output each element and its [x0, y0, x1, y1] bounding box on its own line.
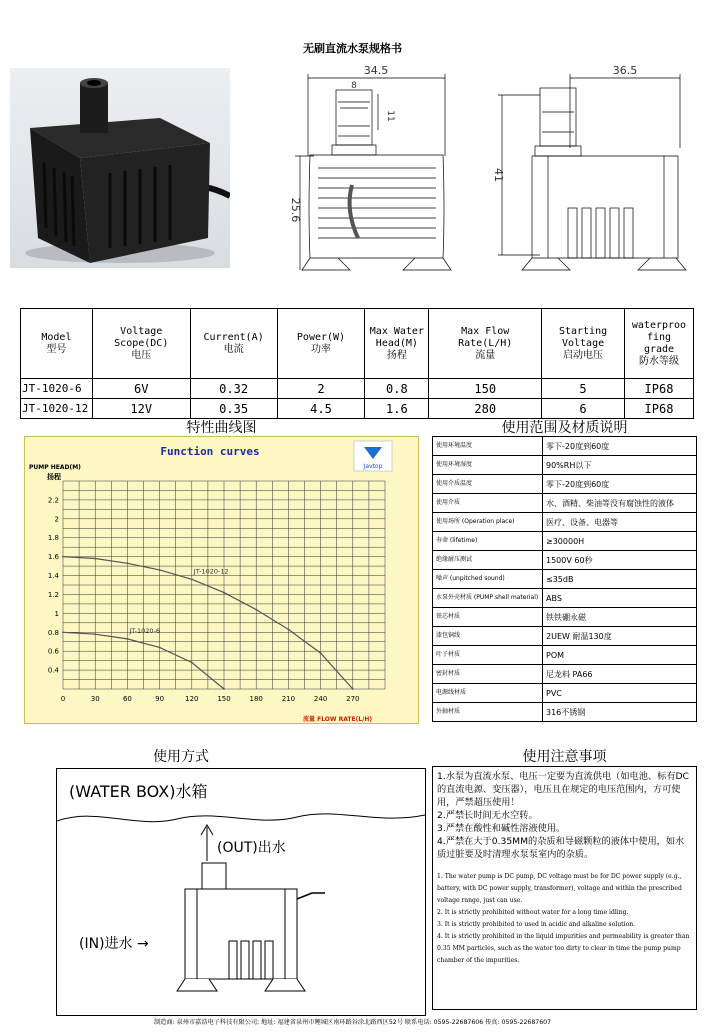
series-point — [255, 609, 257, 611]
x-tick-label: 90 — [155, 695, 165, 703]
x-tick-label: 30 — [90, 695, 100, 703]
material-row — [433, 684, 697, 703]
header-current: Current(A) 电流 — [190, 309, 277, 379]
chart-title: Function curves — [160, 445, 260, 458]
material-key: 使用场所 (Operation place) — [433, 513, 543, 532]
note-en-item: 4. It is strictly prohibited in the liquid impurities and permeability is greater than 0.35 MM particles, such as the water too dirty to clear in time the pump pump chamber of the impurities. — [437, 933, 690, 964]
y-tick-label: 0.8 — [47, 628, 59, 637]
material-value: PVC — [543, 684, 697, 703]
dim-outlet-height: 11 — [385, 110, 395, 122]
y-tick-label: 1.4 — [47, 572, 59, 581]
series-point — [320, 652, 322, 654]
x-tick-label: 150 — [217, 695, 231, 703]
series-label: JT-1020-6 — [129, 626, 161, 635]
cell-waterproof: IP68 — [624, 379, 693, 399]
usage-diagram — [56, 768, 426, 1016]
material-key: 密封材质 — [433, 665, 543, 684]
series-point — [159, 569, 161, 571]
material-section-title: 使用范围及材质说明 — [501, 420, 628, 436]
material-key: 铁芯材质 — [433, 608, 543, 627]
chart-svg — [25, 437, 420, 725]
table-row — [21, 379, 694, 399]
series-point — [191, 578, 193, 580]
series-point — [62, 631, 64, 633]
material-key: 叶子材质 — [433, 646, 543, 665]
y-tick-label: 0.4 — [47, 666, 59, 675]
curve-section-title: 特性曲线图 — [186, 420, 257, 436]
cell-voltage: 6V — [92, 379, 190, 399]
logo-text: Javtop — [363, 463, 383, 470]
spec-table — [20, 308, 694, 419]
material-key: 外轴材质 — [433, 703, 543, 722]
y-tick-label: 2 — [54, 515, 59, 524]
dim-outlet-width: 8 — [351, 81, 357, 91]
cell-head: 0.8 — [365, 379, 429, 399]
material-key: 漆包铜线 — [433, 627, 543, 646]
material-value: POM — [543, 646, 697, 665]
y-tick-label: 1.2 — [47, 590, 59, 599]
note-en-item: 3. It is strictly prohibited to used in acidic and alkaline solution. — [437, 921, 636, 928]
cell-voltage: 12V — [92, 399, 190, 419]
header-voltage: Voltage Scope(DC) 电压 — [92, 309, 190, 379]
material-row — [433, 532, 697, 551]
header-waterproof: waterproo fing grade 防水等级 — [624, 309, 693, 379]
x-tick-label: 60 — [122, 695, 132, 703]
series-point — [94, 633, 96, 635]
out-label: (OUT)出水 — [217, 840, 286, 856]
note-en-item: 1. The water pump is DC pump, DC voltage must be for DC power supply (e.g., battery, with DC power supply, transformer), voltage and within the prescribed voltage range, just can use. — [437, 873, 682, 904]
material-row — [433, 627, 697, 646]
cell-power: 4.5 — [277, 399, 365, 419]
material-value: ≥30000H — [543, 532, 697, 551]
y-tick-label: 1.6 — [47, 553, 59, 562]
y-axis-label-zh: 扬程 — [47, 473, 61, 481]
material-key: 使用介质温度 — [433, 475, 543, 494]
material-value: 316不锈钢 — [543, 703, 697, 722]
header-starting-voltage: Starting Voltage 启动电压 — [542, 309, 625, 379]
series-point — [223, 688, 225, 690]
material-row — [433, 456, 697, 475]
spec-header-row — [21, 309, 694, 379]
cell-starting-voltage: 6 — [542, 399, 625, 419]
footer-contact: 制造商: 泉州市嘉浩电子科技有限公司; 地址: 福建省泉州市鲤城区南环路谷涂北路西区52号 联系电话: 0595-22687606 传真: 0595-22687607 — [153, 1019, 552, 1026]
series-point — [223, 592, 225, 594]
javtop-logo — [354, 441, 392, 471]
cell-model: JT-1020-12 — [21, 399, 93, 419]
material-key: 使用介质 — [433, 494, 543, 513]
series-point — [94, 558, 96, 560]
material-value: 医疗、设备、电器等 — [543, 513, 697, 532]
material-key: 使用环境温度 — [433, 437, 543, 456]
table-row — [21, 399, 694, 419]
y-tick-label: 0.6 — [47, 647, 59, 656]
usage-section-title: 使用方式 — [153, 749, 209, 765]
material-key: 使用环境湿度 — [433, 456, 543, 475]
header-model: Model 型号 — [21, 309, 93, 379]
material-row — [433, 551, 697, 570]
header-power: Power(W) 功率 — [277, 309, 365, 379]
series-point — [62, 556, 64, 558]
material-key: 电源线材质 — [433, 684, 543, 703]
material-value: 水、酒精、柴油等没有腐蚀性的液体 — [543, 494, 697, 513]
x-tick-label: 240 — [313, 695, 328, 703]
cell-current: 0.32 — [190, 379, 277, 399]
notes-box — [432, 766, 697, 1010]
material-row — [433, 703, 697, 722]
in-label: (IN)进水 → — [79, 936, 149, 952]
cell-waterproof: IP68 — [624, 399, 693, 419]
cell-current: 0.35 — [190, 399, 277, 419]
material-row — [433, 570, 697, 589]
x-tick-label: 0 — [60, 695, 66, 703]
usage-illustration — [57, 769, 425, 1015]
material-row — [433, 513, 697, 532]
material-key: 寿命 (lifetime) — [433, 532, 543, 551]
pump-photo-illustration — [10, 68, 230, 268]
x-tick-label: 180 — [249, 695, 263, 703]
material-key: 绝缘耐压测试 — [433, 551, 543, 570]
material-row — [433, 589, 697, 608]
series-point — [288, 629, 290, 631]
cell-model: JT-1020-6 — [21, 379, 93, 399]
notes-section-title: 使用注意事项 — [522, 749, 607, 765]
material-row — [433, 475, 697, 494]
series-point — [352, 688, 354, 690]
cell-flow: 150 — [429, 379, 542, 399]
dim-front-width: 34.5 — [363, 64, 389, 77]
material-value: 1500V 60秒 — [543, 551, 697, 570]
dim-body-height: 25.6 — [289, 197, 302, 223]
y-tick-label: 2.2 — [47, 496, 59, 505]
x-tick-label: 120 — [185, 695, 199, 703]
x-tick-label: 270 — [346, 695, 360, 703]
water-box-label: (WATER BOX)水箱 — [69, 782, 208, 801]
series-point — [191, 662, 193, 664]
x-axis-label: 流量 FLOW RATE(L/H) — [303, 716, 373, 723]
document-title: 无刷直流水泵规格书 — [303, 42, 402, 55]
chart-grid — [63, 481, 385, 689]
material-row — [433, 665, 697, 684]
dimension-drawing — [240, 60, 705, 275]
material-row — [433, 646, 697, 665]
material-row — [433, 608, 697, 627]
series-label: JT-1020-12 — [193, 567, 229, 576]
y-tick-label: 1 — [54, 609, 59, 618]
material-row — [433, 494, 697, 513]
materials-table — [432, 436, 697, 722]
x-tick-label: 210 — [281, 695, 296, 703]
material-key: 水泵外壳材质 (PUMP shell material) — [433, 589, 543, 608]
series-point — [127, 638, 129, 640]
function-curves-chart — [24, 436, 419, 724]
cell-flow: 280 — [429, 399, 542, 419]
notes-zh: 1.水泵为直流水泵、电压一定要为直流供电（如电池、标有DC的直流电源、变压器），电压且在规定的电压范围内，方可使用，严禁超压使用！ 2.严禁长时间无水空转。 3.严禁在酸性和碱性溶液使用。 4.严禁在大于0.35MM的杂质和导磁颗粒的液体中使用，如水质过脏要及时清理水泵泵室内的杂质。 — [437, 771, 689, 860]
series-point — [127, 562, 129, 564]
series-point — [159, 647, 161, 649]
header-head: Max Water Head(M) 扬程 — [365, 309, 429, 379]
cell-power: 2 — [277, 379, 365, 399]
notes-en — [437, 871, 692, 967]
dim-total-height: 41 — [492, 168, 505, 182]
material-row — [433, 437, 697, 456]
material-value: 90%RH以下 — [543, 456, 697, 475]
y-tick-label: 1.8 — [47, 534, 59, 543]
material-value: 零下-20度到60度 — [543, 437, 697, 456]
dim-side-width: 36.5 — [612, 64, 638, 77]
material-value: 零下-20度到60度 — [543, 475, 697, 494]
material-value: ABS — [543, 589, 697, 608]
material-value: 铁铁硼永磁 — [543, 608, 697, 627]
material-value: 尼龙料 PA66 — [543, 665, 697, 684]
product-photo — [10, 68, 230, 268]
note-en-item: 2. It is strictly prohibited without water for a long time idling. — [437, 909, 629, 916]
material-value: 2UEW 耐温130度 — [543, 627, 697, 646]
material-key: 噪声 (unpitched sound) — [433, 570, 543, 589]
cell-head: 1.6 — [365, 399, 429, 419]
y-axis-label: PUMP HEAD(M) — [29, 464, 81, 471]
material-value: ≤35dB — [543, 570, 697, 589]
cell-starting-voltage: 5 — [542, 379, 625, 399]
header-flow: Max Flow Rate(L/H) 流量 — [429, 309, 542, 379]
